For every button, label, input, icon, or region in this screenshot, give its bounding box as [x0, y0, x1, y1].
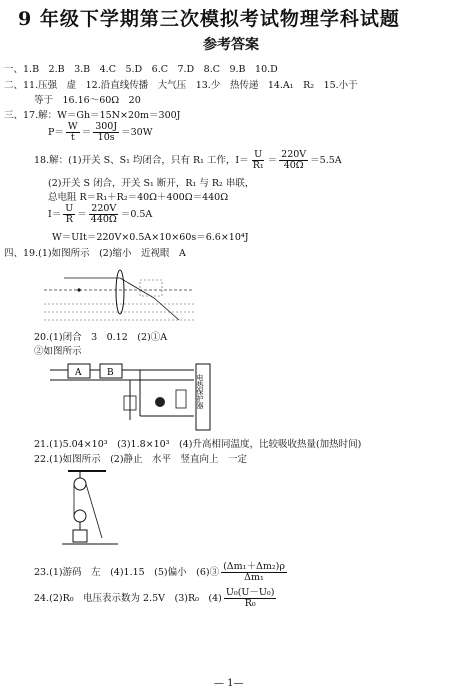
q18-line1: 18.解：(1)开关 S、S₁ 均闭合，只有 R₁ 工作，I＝ $\frac{U}{\text{R₁}}$ ＝ $\frac{220V}{40\Omega}$ ＝5.5A [34, 149, 342, 171]
q20-circuit-figure [44, 360, 230, 434]
q23-line: 23.(1)游码 左 (4)1.15 (5)偏小 (6)③ $\frac{\text{(Δm₁＋Δm₂)ρ}}{\text{Δm₁}}$ [34, 561, 285, 583]
convex-lens-icon [116, 270, 124, 314]
q18-line5: W＝UIt＝220V×0.5A×10×60s＝6.6×10⁴J [52, 232, 249, 243]
q18-line4: I＝ $\frac{U}{R}$ ＝ $\frac{220V}{440\Omega}$ ＝0.5A [48, 203, 153, 225]
q22-pulley-figure [62, 468, 122, 548]
refracted-ray [120, 278, 154, 298]
movable-pulley-icon [74, 510, 86, 522]
weight-box [73, 530, 87, 542]
protector-label: 电热保护器 [196, 374, 204, 409]
glass-block [140, 280, 162, 296]
q17-line2: P＝ $\frac{W}{t}$ ＝ $\frac{300J}{10s}$ ＝30W [48, 121, 153, 143]
fixed-pulley-icon [74, 478, 86, 490]
lamp-icon [155, 397, 165, 407]
answer-section-2-line1: 二、11.压强 虚 12.沿直线传播 大气压 13.少 热传递 14.A₁ R₂ 15.小于 [4, 80, 358, 91]
component-a-label: A [75, 368, 82, 378]
q21-line: 21.(1)5.04×10³ (3)1.8×10³ (4)升高相同温度，比较吸收热量(加热时间) [34, 439, 362, 450]
q17-line1: 三、17.解：W＝Gh＝15N×20m＝300J [4, 110, 181, 121]
rope [86, 484, 102, 538]
q18-line2: (2)开关 S 闭合，开关 S₁ 断开，R₁ 与 R₂ 串联， [48, 178, 255, 189]
q19-lens-figure [44, 268, 194, 324]
q24-line: 24.(2)R₀ 电压表示数为 2.5V (3)R₀ (4) $\frac{\text{U₀(U－U₀)}}{\text{R₀}}$ [34, 587, 275, 609]
q18-line3: 总电阻 R＝R₁＋R₂＝40Ω＋400Ω＝440Ω [48, 192, 229, 203]
page-subtitle: 参考答案 [203, 37, 259, 53]
refracted-ray [154, 298, 179, 320]
answer-section-1: 一、1.B 2.B 3.B 4.C 5.D 6.C 7.D 8.C 9.B 10.D [4, 64, 278, 75]
page-number: — 1— [214, 678, 244, 689]
q20-line1: 20.(1)闭合 3 0.12 (2)①A [34, 332, 168, 343]
q19-line: 四、19.(1)如图所示 (2)缩小 近视眼 A [4, 248, 186, 259]
page-title: 9 年级下学期第三次模拟考试物理学科试题 [18, 8, 400, 30]
answer-section-2-line2: 等于 16.16～60Ω 20 [34, 95, 141, 106]
q20-line2: ②如图所示 [34, 346, 82, 357]
focal-point-icon [77, 288, 80, 291]
q22-line: 22.(1)如图所示 (2)静止 水平 竖直向上 一定 [34, 454, 248, 465]
component-b-label: B [107, 368, 114, 378]
